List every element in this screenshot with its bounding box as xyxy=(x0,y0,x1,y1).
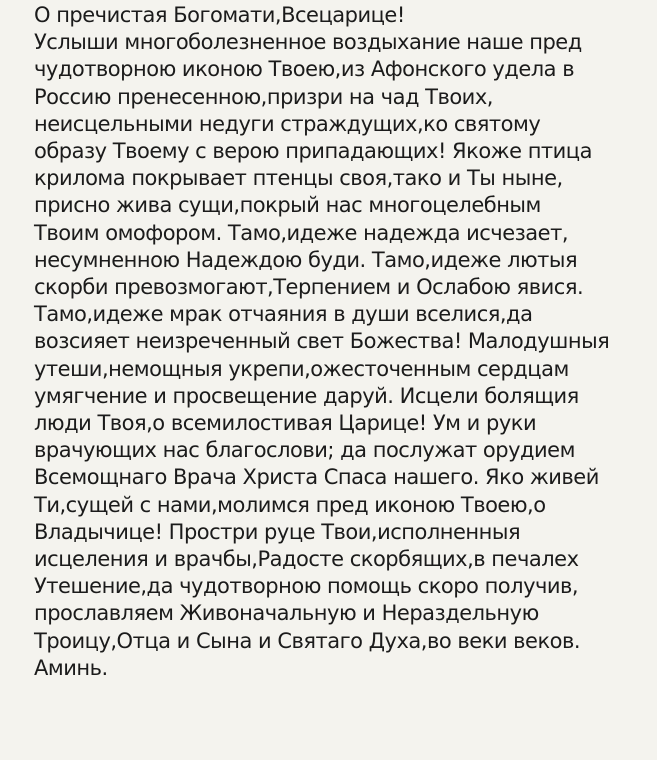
prayer-line: Тамо,идеже мрак отчаяния в души вселися,да xyxy=(34,302,533,327)
prayer-line: люди Твоя,о всемилостивая Царице! Ум и руки xyxy=(34,411,537,436)
prayer-line: Услыши многоболезненное воздыхание наше пред xyxy=(34,30,582,55)
prayer-line: Троицу,Отца и Сына и Святаго Духа,во веки веков. xyxy=(34,628,581,653)
prayer-line: неисцельными недуги страждущих,ко святому xyxy=(34,111,541,136)
prayer-line: Россию пренесенною,призри на чад Твоих, xyxy=(34,84,493,109)
prayer-line: Утешение,да чудотворною помощь скоро получив, xyxy=(34,574,579,599)
prayer-line: скорби превозмогают,Терпением и Ослабою явися. xyxy=(34,275,584,300)
prayer-line: несумненною Надеждою буди. Тамо,идеже лютыя xyxy=(34,247,578,272)
prayer-line: Ти,сущей с нами,молимся пред иконою Твоею,о xyxy=(34,492,546,517)
prayer-line: образу Твоему с верою припадающих! Якоже птица xyxy=(34,139,592,164)
prayer-line: прославляем Живоначальную и Нераздельную xyxy=(34,601,539,626)
prayer-line: Твоим омофором. Тамо,идеже надежда исчезает, xyxy=(34,220,568,245)
prayer-line: умягчение и просвещение даруй. Исцели болящия xyxy=(34,383,579,408)
prayer-line: чудотворною иконою Твоею,из Афонского удела в xyxy=(34,57,575,82)
prayer-line: Всемощнаго Врача Христа Спаса нашего. Яко живей xyxy=(34,465,599,490)
prayer-line: Владычице! Простри руце Твои,исполненныя xyxy=(34,519,521,544)
prayer-line: крилома покрывает птенцы своя,тако и Ты ныне, xyxy=(34,166,563,191)
prayer-line: Аминь. xyxy=(34,655,108,680)
prayer-line: исцеления и врачбы,Радосте скорбящих,в печалех xyxy=(34,547,579,572)
prayer-text xyxy=(34,2,644,682)
prayer-line: утеши,немощныя укрепи,ожесточенным сердцам xyxy=(34,356,569,381)
prayer-line: О пречистая Богомати,Всецарице! xyxy=(34,3,405,27)
prayer-line: присно жива сущи,покрый нас многоцелебным xyxy=(34,193,541,218)
prayer-line: возсияет неизреченный свет Божества! Малодушныя xyxy=(34,329,610,354)
prayer-line: врачующих нас благослови; да послужат орудием xyxy=(34,438,575,463)
